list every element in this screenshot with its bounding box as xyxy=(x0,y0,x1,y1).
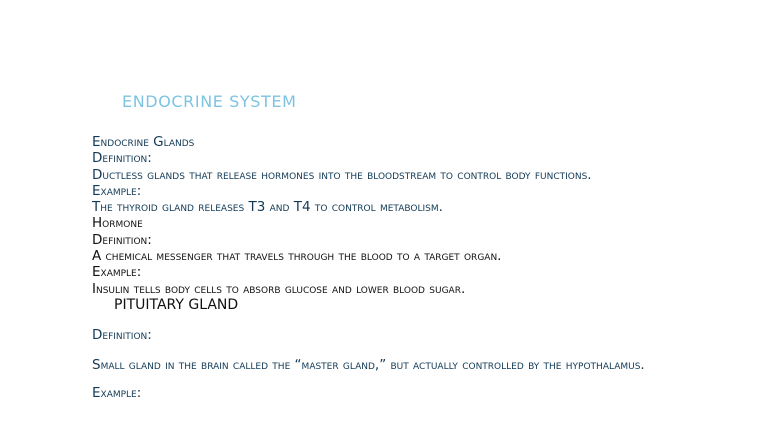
slide-body xyxy=(92,134,732,402)
hormone-definition-label: Definition: xyxy=(92,231,152,248)
endocrine-glands-definition-text: Ductless glands that release hormones into the bloodstream to control body functions. xyxy=(92,166,592,183)
hormone-example-label: Example: xyxy=(92,264,142,281)
pituitary-definition-text: Small gland in the brain called the “master gland,” but actually controlled by the hypothalamus. xyxy=(92,357,645,374)
endocrine-glands-example-label: Example: xyxy=(92,182,142,199)
slide-title: ENDOCRINE SYSTEM xyxy=(122,92,297,111)
pituitary-gland-heading: PITUITARY GLAND xyxy=(114,296,239,313)
hormone-heading: Hormone xyxy=(92,215,143,232)
pituitary-definition-label: Definition: xyxy=(92,326,152,343)
hormone-definition-text: A chemical messenger that travels through the blood to a target organ. xyxy=(92,248,502,265)
pituitary-example-label: Example: xyxy=(92,385,142,402)
endocrine-glands-definition-label: Definition: xyxy=(92,150,152,167)
endocrine-glands-example-text: The thyroid gland releases T3 and T4 to control metabolism. xyxy=(92,199,443,216)
hormone-example-text: Insulin tells body cells to absorb glucose and lower blood sugar. xyxy=(92,280,466,297)
endocrine-glands-heading: Endocrine Glands xyxy=(92,134,195,150)
